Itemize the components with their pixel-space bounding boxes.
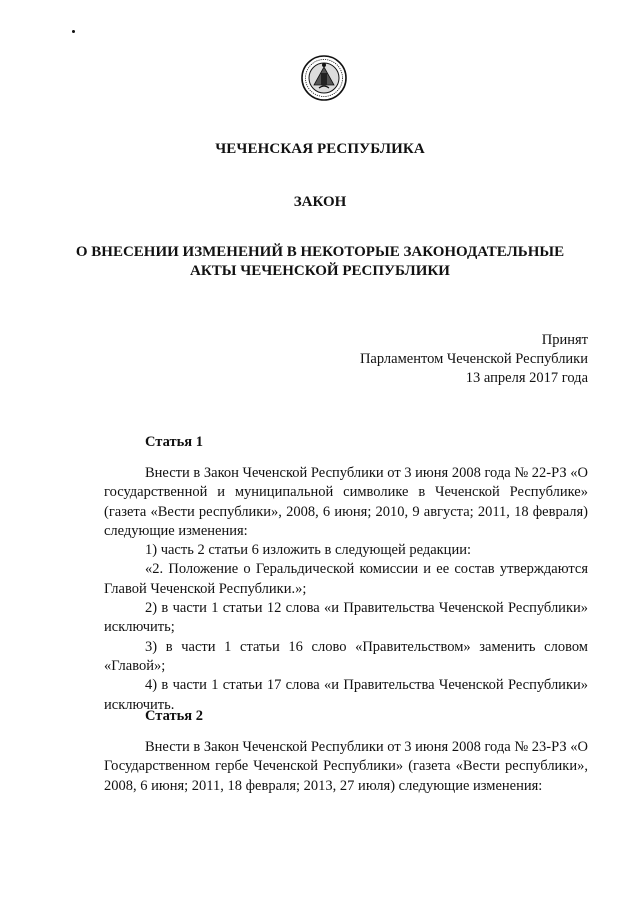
scan-dot: [72, 30, 75, 33]
law-title: [0, 243, 640, 281]
law-title-line-1: О ВНЕСЕНИИ ИЗМЕНЕНИЙ В НЕКОТОРЫЕ ЗАКОНОДАТЕЛЬНЫЕ: [75, 244, 565, 260]
adoption-block: [360, 331, 588, 388]
republic-heading: ЧЕЧЕНСКАЯ РЕСПУБЛИКА: [215, 141, 425, 157]
adopted-date: 13 апреля 2017 года: [465, 370, 588, 386]
paragraph: Внести в Закон Чеченской Республики от 3 июня 2008 года № 22-РЗ «О государственной и муниципальной символике в Чеченской Республике» (газета «Вести республики», 2008, 6 июня; 2010, 9 августа; 2011, 18 февраля) следующие изменения:: [104, 465, 588, 539]
paragraph: 2) в части 1 статьи 12 слова «и Правительства Чеченской Республики» исключить;: [104, 600, 588, 636]
article-1-heading: Статья 1: [145, 434, 203, 450]
article-2-heading: Статья 2: [145, 708, 203, 724]
paragraph: 4) в части 1 статьи 17 слова «и Правительства Чеченской Республики» исключить.: [104, 677, 588, 713]
paragraph: Внести в Закон Чеченской Республики от 3 июня 2008 года № 23-РЗ «О Государственном гербе Чеченской Республики» (газета «Вести республики», 2008, 6 июня; 2011, 18 февраля; 2013, 27 июля) следующие изменения:: [104, 739, 588, 794]
paragraph: 3) в части 1 статьи 16 слово «Правительством» заменить словом «Главой»;: [104, 638, 588, 674]
document-type: ЗАКОН: [293, 194, 347, 210]
article-2-body: [104, 738, 588, 796]
coat-of-arms-emblem-icon: [301, 55, 347, 101]
adopted-by: Парламентом Чеченской Республики: [359, 351, 588, 367]
law-title-line-2: АКТЫ ЧЕЧЕНСКОЙ РЕСПУБЛИКИ: [190, 263, 450, 279]
adopted-label: Принят: [541, 332, 588, 348]
paragraph: 1) часть 2 статьи 6 изложить в следующей редакции:: [145, 542, 471, 559]
paragraph: «2. Положение о Геральдической комиссии и ее состав утверждаются Главой Чеченской Республики.»;: [104, 561, 588, 597]
article-1-body: [104, 464, 588, 715]
